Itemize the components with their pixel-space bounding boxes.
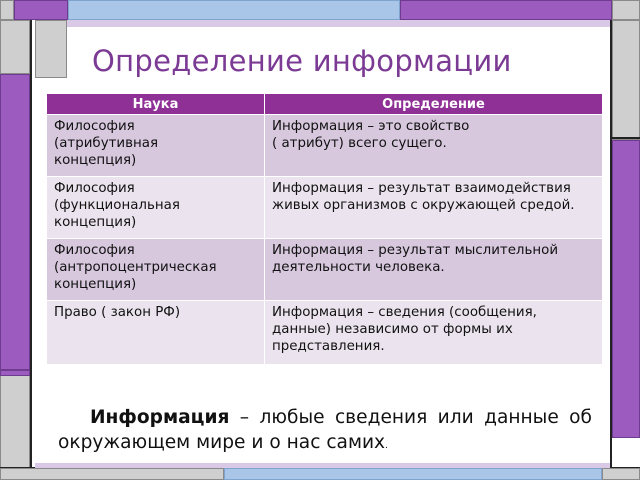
frame-inner-top-bar [35, 20, 612, 27]
frame-left-column-bottom [0, 370, 30, 468]
cell-definition: Информация – результат взаимодействия живых организмов с окружающей средой. [265, 177, 603, 239]
frame-block-top-left-purple [14, 0, 68, 20]
frame-block-top-blue [68, 0, 400, 20]
frame-block-top-right [612, 0, 640, 20]
frame-right-divider [610, 20, 612, 470]
frame-bottom-right [602, 468, 640, 480]
frame-bottom-left [0, 468, 224, 480]
table-row [47, 115, 603, 177]
frame-left-column-top [0, 20, 30, 74]
slide-title: Определение информации [92, 44, 512, 78]
definitions-table [46, 93, 603, 365]
cell-science: Философия (антропоцентрическая концепция) [47, 239, 265, 301]
frame-block-top-left [0, 0, 14, 20]
frame-right-tick [612, 137, 640, 139]
header-definition: Определение [265, 94, 603, 115]
cell-science: Право ( закон РФ) [47, 301, 265, 365]
table-row [47, 301, 603, 365]
cell-definition: Информация – сведения (сообщения, данные) независимо от формы их представления. [265, 301, 603, 365]
information-definition [58, 405, 592, 459]
header-science: Наука [47, 94, 265, 115]
table-header-row [47, 94, 603, 115]
frame-left-column-purple [0, 74, 30, 370]
definition-term: Информация [90, 407, 230, 428]
definition-text: – любые сведения или данные об окружающем мире и о нас самих [58, 407, 592, 453]
frame-right-column [612, 20, 640, 140]
frame-left-divider [30, 20, 32, 468]
cell-science: Философия (атрибутивная концепция) [47, 115, 265, 177]
frame-left-mark [0, 370, 30, 376]
cell-definition: Информация – результат мыслительной деятельности человека. [265, 239, 603, 301]
table-row [47, 177, 603, 239]
frame-inner-left-block [35, 20, 67, 78]
frame-right-column-purple [612, 140, 640, 438]
frame-block-top-right-purple [400, 0, 612, 20]
table-row [47, 239, 603, 301]
definition-end: . [385, 441, 388, 451]
cell-science: Философия (функциональная концепция) [47, 177, 265, 239]
cell-definition: Информация – это свойство ( атрибут) всего сущего. [265, 115, 603, 177]
frame-bottom-blue [224, 468, 602, 480]
